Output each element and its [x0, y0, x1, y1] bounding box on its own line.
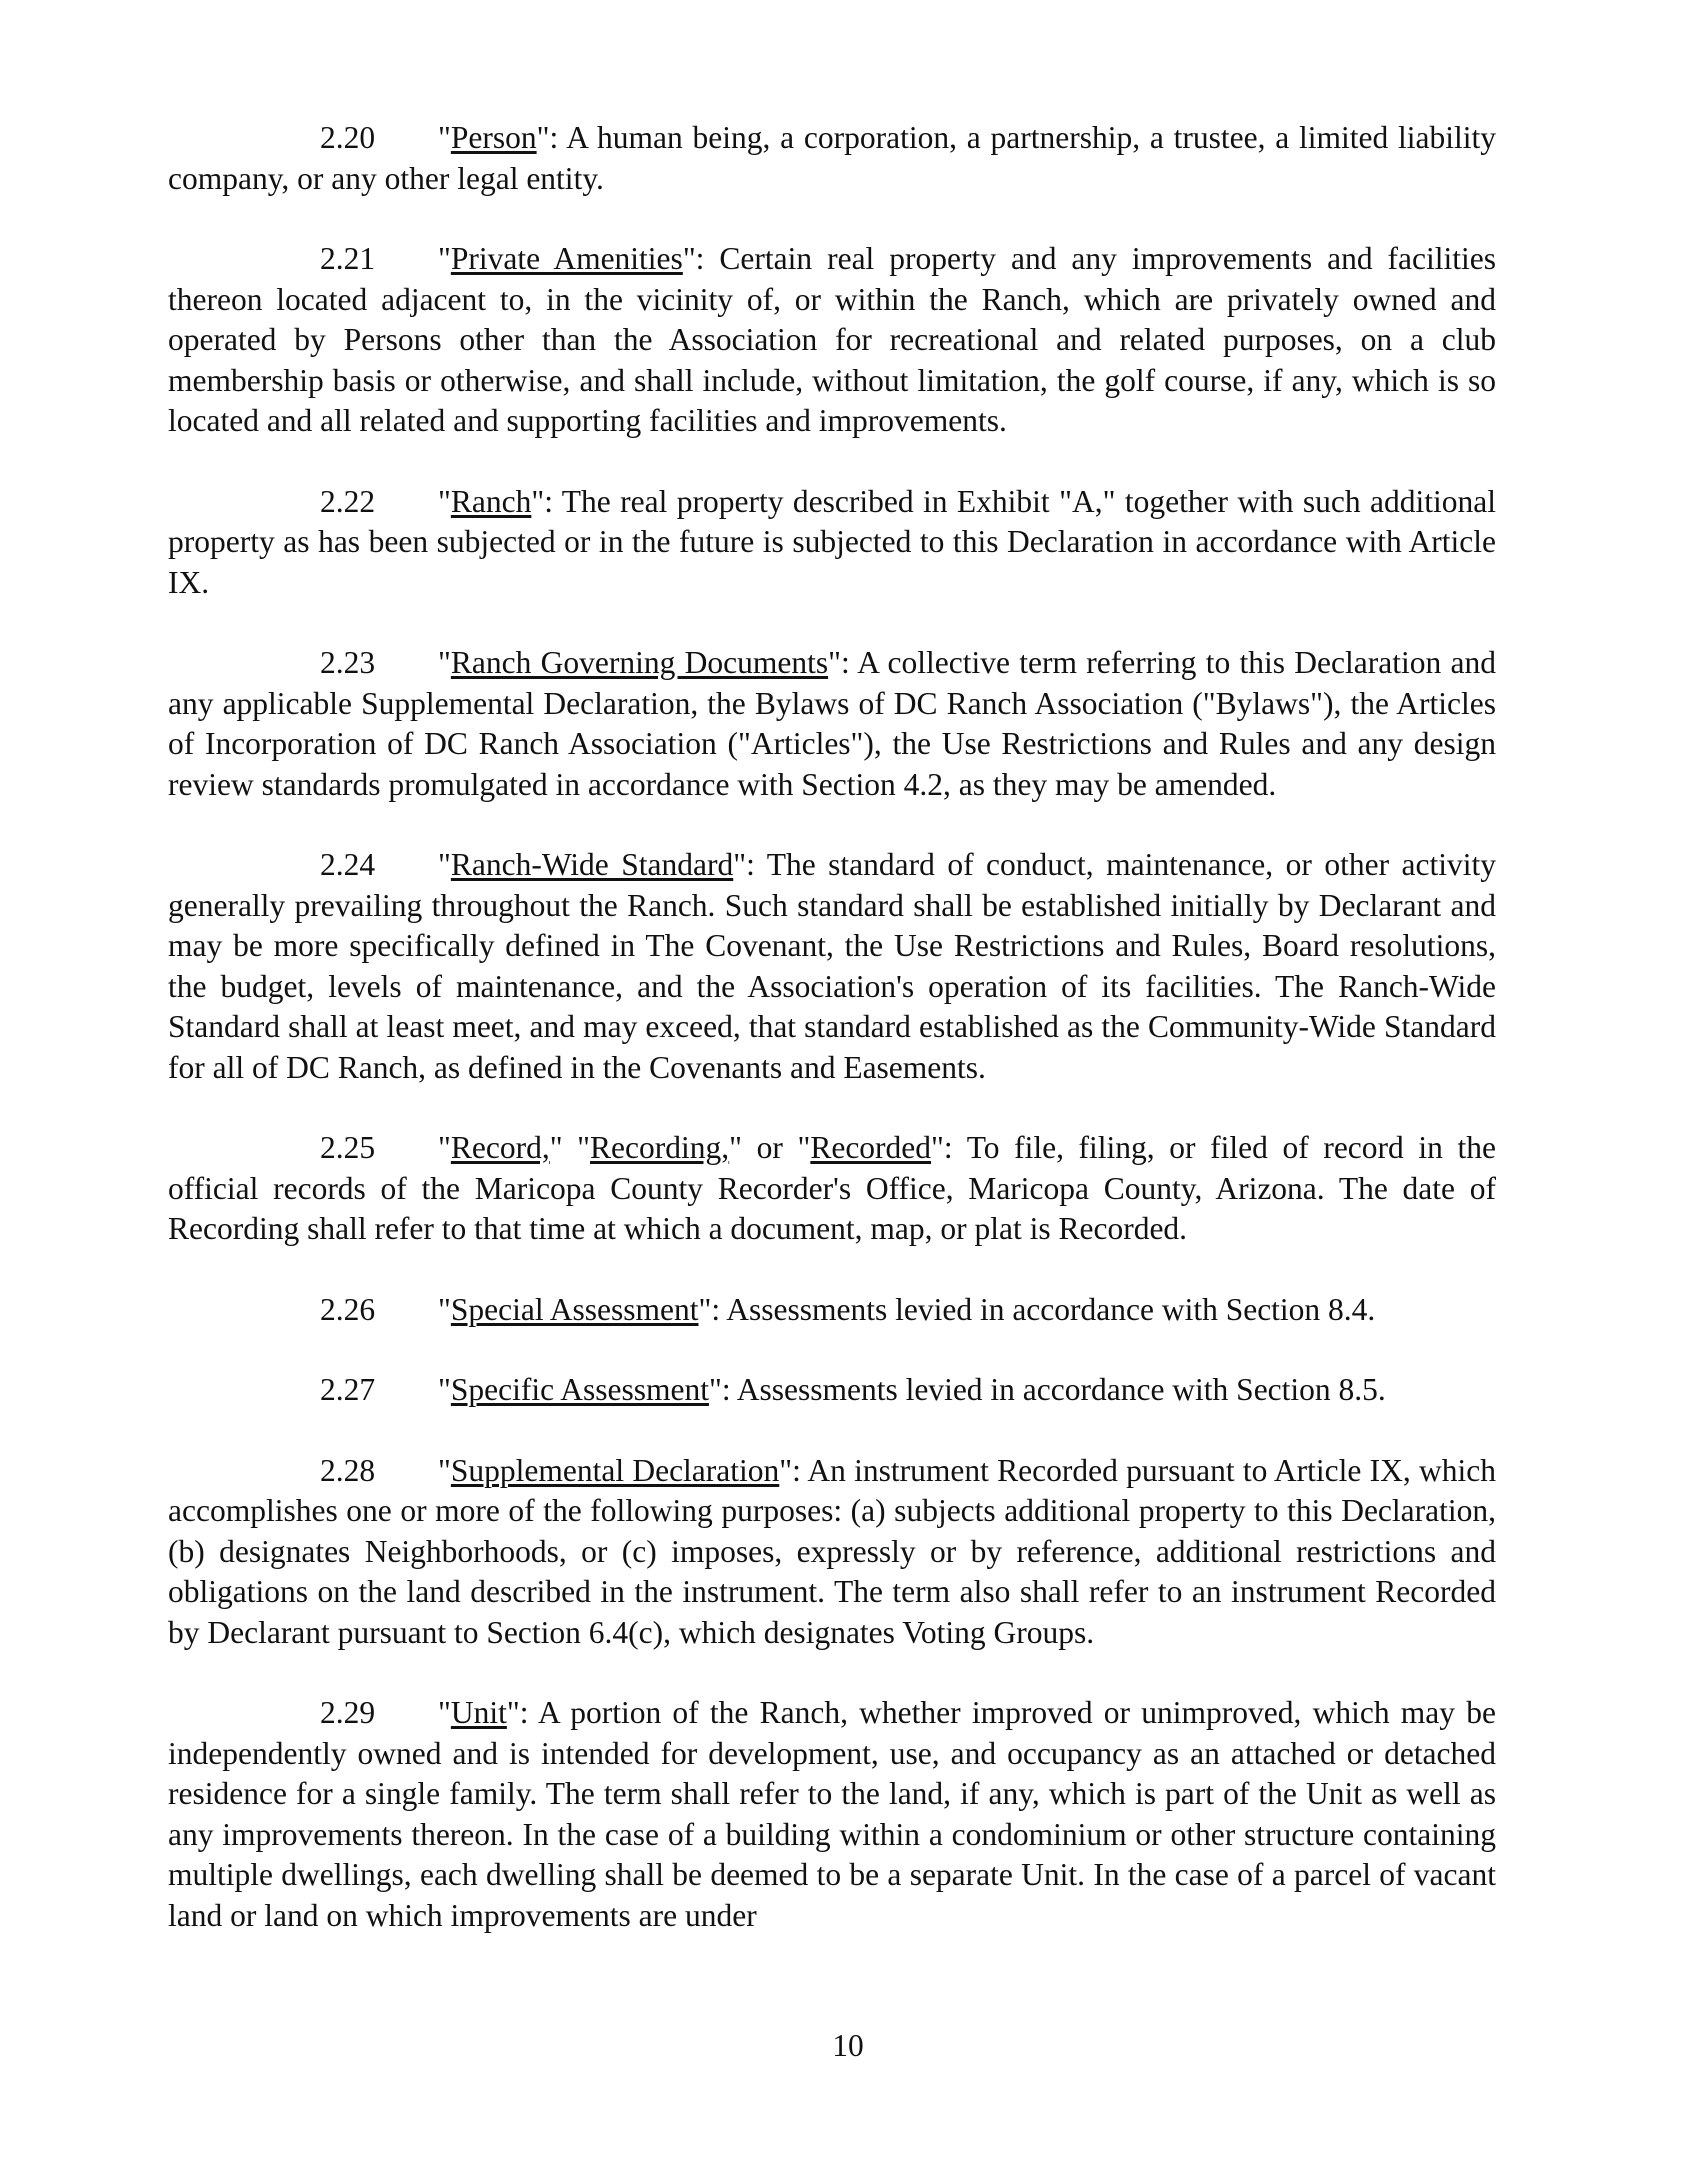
document-body: [168, 118, 1496, 1976]
definition-2-20: 2.20 "Person": A human being, a corporation, a partnership, a trustee, a limited liability company, or any other legal entity.: [168, 120, 1496, 196]
definition-2-26: 2.26 "Special Assessment": Assessments levied in accordance with Section 8.4.: [168, 1290, 1496, 1331]
definition-text: : A human being, a corporation, a partnership, a trustee, a limited liability company, or any other legal entity.: [168, 120, 1496, 196]
defined-term: Ranch Governing Documents: [450, 645, 829, 680]
definition-2-28: 2.28 "Supplemental Declaration": An instrument Recorded pursuant to Article IX, which accomplishes one or more of the following purposes: (a) subjects additional property to this Declaration, (b) designates Neighborhoods, or (c) imposes, expressly or by reference, additional restrictions and obligations on the land described in the instrument. The term also shall refer to an instrument Recorded by Declarant pursuant to Section 6.4(c), which designates Voting Groups.: [168, 1452, 1496, 1650]
section-number: 2.25: [320, 1130, 376, 1165]
definition-text: : Assessments levied in accordance with Section 8.5.: [721, 1372, 1386, 1407]
section-number: 2.22: [320, 483, 376, 519]
defined-term: Person: [450, 120, 537, 155]
defined-term: Special Assessment: [450, 1291, 699, 1327]
defined-term: Supplemental Declaration: [450, 1452, 780, 1488]
defined-term: Ranch-Wide Standard: [450, 847, 734, 882]
definition-text: : The standard of conduct, maintenance, or other activity generally prevailing throughout the Ranch. Such standard shall be established initially by Declarant and may be more specifically defined in The Covenant, the Use Restrictions and Rules, Board resolutions, the budget, levels of maintenance, and the Association's operation of its facilities. The Ranch-Wide Standard shall at least meet, and may exceed, that standard established as the Community-Wide Standard for all of DC Ranch, as defined in the Covenants and Easements.: [168, 847, 1496, 1085]
definition-text: : The real property described in Exhibit "A," together with such additional property as has been subjected or in the future is subjected to this Declaration in accordance with Article IX.: [168, 483, 1496, 600]
definition-2-21: 2.21 "Private Amenities": Certain real property and any improvements and facilities thereon located adjacent to, in the vicinity of, or within the Ranch, which are privately owned and operated by Persons other than the Association for recreational and related purposes, on a club membership basis or otherwise, and shall include, without limitation, the golf course, if any, which is so located and all related and supporting facilities and improvements.: [168, 241, 1497, 438]
defined-term: Recording,: [590, 1130, 730, 1165]
definition-text: : To file, filing, or filed of record in the official records of the Maricopa County Recorder's Office, Maricopa County, Arizona. The date of Recording shall refer to that time at which a document, map, or plat is Recorded.: [168, 1130, 1496, 1246]
defined-term: Unit: [450, 1695, 507, 1730]
definition-text: : Assessments levied in accordance with Section 8.4.: [711, 1291, 1376, 1327]
definition-text: : A collective term referring to this Declaration and any applicable Supplemental Declaration, the Bylaws of DC Ranch Association ("Bylaws"), the Articles of Incorporation of DC Ranch Association ("Articles"), the Use Restrictions and Rules and any design review standards promulgated in accordance with Section 4.2, as they may be amended.: [168, 645, 1496, 802]
section-number: 2.20: [320, 120, 376, 155]
definition-text: : Certain real property and any improvements and facilities thereon located adjacent to, in the vicinity of, or within the Ranch, which are privately owned and operated by Persons other than the Association for recreational and related purposes, on a club membership basis or otherwise, and shall include, without limitation, the golf course, if any, which is so located and all related and supporting facilities and improvements.: [168, 241, 1497, 438]
definition-2-24: 2.24 "Ranch-Wide Standard": The standard of conduct, maintenance, or other activity generally prevailing throughout the Ranch. Such standard shall be established initially by Declarant and may be more specifically defined in The Covenant, the Use Restrictions and Rules, Board resolutions, the budget, levels of maintenance, and the Association's operation of its facilities. The Ranch-Wide Standard shall at least meet, and may exceed, that standard established as the Community-Wide Standard for all of DC Ranch, as defined in the Covenants and Easements.: [168, 847, 1496, 1085]
definition-2-25: 2.25 "Record," "Recording," or "Recorded": To file, filing, or filed of record in the official records of the Maricopa County Recorder's Office, Maricopa County, Arizona. The date of Recording shall refer to that time at which a document, map, or plat is Recorded.: [168, 1130, 1496, 1246]
defined-term: Ranch: [450, 483, 532, 519]
definition-2-27: 2.27 "Specific Assessment": Assessments levied in accordance with Section 8.5.: [168, 1370, 1496, 1411]
defined-term: Specific Assessment: [450, 1372, 709, 1407]
section-number: 2.28: [320, 1452, 376, 1488]
definition-2-22: 2.22 "Ranch": The real property described in Exhibit "A," together with such additional property as has been subjected or in the future is subjected to this Declaration in accordance with Article IX.: [168, 483, 1496, 600]
section-number: 2.21: [320, 241, 376, 276]
section-number: 2.24: [320, 847, 376, 882]
page-number: 10: [832, 2028, 864, 2063]
definition-text: : A portion of the Ranch, whether improved or unimproved, which may be independently owned and is intended for development, use, and occupancy as an attached or detached residence for a single family. The term shall refer to the land, if any, which is part of the Unit as well as any improvements thereon. In the case of a building within a condominium or other structure containing multiple dwellings, each dwelling shall be deemed to be a separate Unit. In the case of a parcel of vacant land or land on which improvements are under: [168, 1695, 1496, 1933]
definition-text: : An instrument Recorded pursuant to Article IX, which accomplishes one or more of the following purposes: (a) subjects additional property to this Declaration, (b) designates Neighborhoods, or (c) imposes, expressly or by reference, additional restrictions and obligations on the land described in the instrument. The term also shall refer to an instrument Recorded by Declarant pursuant to Section 6.4(c), which designates Voting Groups.: [168, 1452, 1496, 1650]
section-number: 2.29: [320, 1695, 376, 1730]
definition-2-29: 2.29 "Unit": A portion of the Ranch, whether improved or unimproved, which may be independently owned and is intended for development, use, and occupancy as an attached or detached residence for a single family. The term shall refer to the land, if any, which is part of the Unit as well as any improvements thereon. In the case of a building within a condominium or other structure containing multiple dwellings, each dwelling shall be deemed to be a separate Unit. In the case of a parcel of vacant land or land on which improvements are under: [168, 1695, 1496, 1933]
defined-term: Private Amenities: [450, 241, 683, 276]
section-number: 2.26: [320, 1291, 376, 1327]
section-number: 2.27: [320, 1372, 376, 1407]
definition-2-23: 2.23 "Ranch Governing Documents": A collective term referring to this Declaration and any applicable Supplemental Declaration, the Bylaws of DC Ranch Association ("Bylaws"), the Articles of Incorporation of DC Ranch Association ("Articles"), the Use Restrictions and Rules and any design review standards promulgated in accordance with Section 4.2, as they may be amended.: [168, 645, 1496, 802]
defined-term: Record,: [450, 1130, 550, 1165]
section-number: 2.23: [320, 645, 376, 680]
defined-term: Recorded: [810, 1130, 932, 1165]
